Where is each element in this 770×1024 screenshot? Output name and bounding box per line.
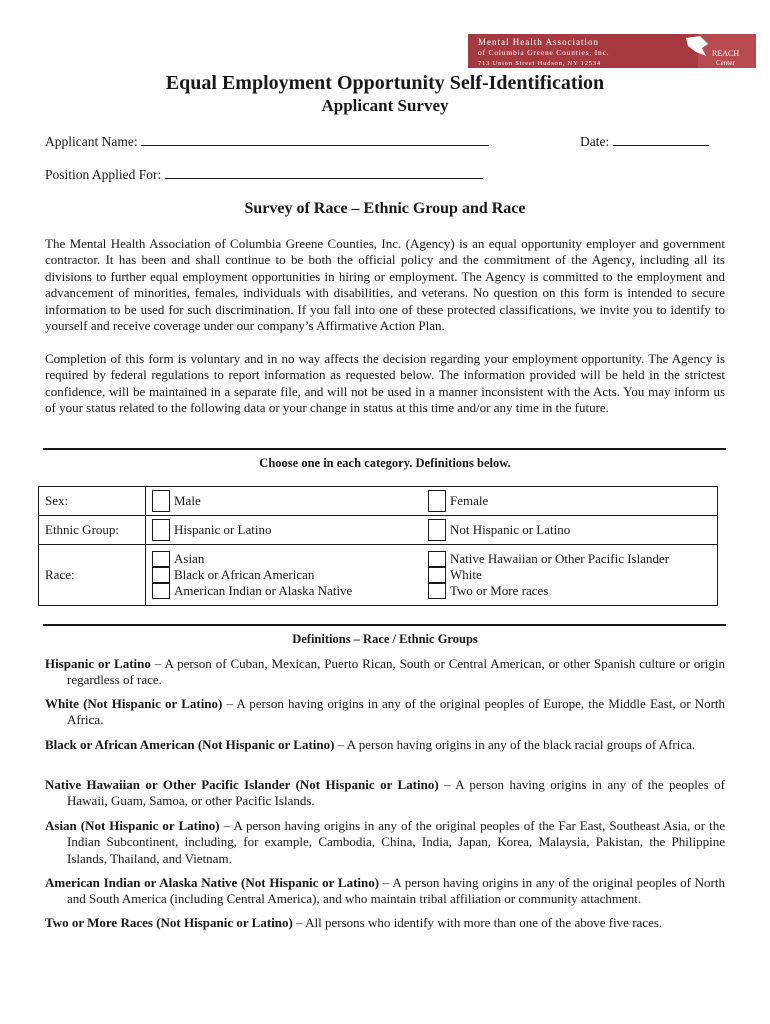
page-title: Equal Employment Opportunity Self-Identification (165, 72, 605, 94)
choose-instruction: Choose one in each category. Definitions below. (259, 456, 511, 470)
date-row (580, 134, 709, 150)
applicant-name-field[interactable] (141, 134, 489, 146)
definition-item: Asian (Not Hispanic or Latino) – A person having origins in any of the original peoples of the Far East, Southeast Asia, or the Indian Subcontinent, including, for example, Cambodia, China, India, Japan, Korea, Malaysia, Pakistan, the Philippine Islands, Thailand, and Vietnam. (45, 818, 725, 866)
date-label: Date: (580, 134, 610, 149)
date-field[interactable] (613, 134, 709, 146)
option-native-hawaiian[interactable]: Native Hawaiian or Other Pacific Islander (428, 551, 711, 567)
checkbox-female[interactable] (428, 490, 446, 512)
divider-top (43, 448, 726, 450)
logo-badge-top: REACH (712, 49, 740, 58)
checkbox-male[interactable] (152, 490, 170, 512)
definition-item: Black or African American (Not Hispanic or Latino) – A person having origins in any of the black racial groups of Africa. (45, 737, 696, 752)
ethnic-label: Ethnic Group: (39, 516, 146, 545)
definition-item: Two or More Races (Not Hispanic or Latino) – All persons who identify with more than one of the above five races. (45, 915, 663, 930)
checkbox-black[interactable] (152, 567, 170, 583)
definitions-title: Definitions – Race / Ethnic Groups (292, 632, 478, 646)
option-american-indian[interactable]: American Indian or Alaska Native (152, 583, 416, 599)
sex-row (39, 487, 718, 516)
option-male[interactable]: Male (152, 493, 416, 509)
page-subtitle: Applicant Survey (321, 96, 449, 115)
divider-definitions (43, 624, 726, 626)
checkbox-native-hawaiian[interactable] (428, 551, 446, 567)
checkbox-hispanic[interactable] (152, 519, 170, 541)
definition-item: Hispanic or Latino – A person of Cuban, Mexican, Puerto Rican, South or Central American, or other Spanish culture or origin regardless of race. (45, 656, 725, 688)
sex-label: Sex: (39, 487, 146, 516)
survey-table (38, 486, 718, 606)
section-title: Survey of Race – Ethnic Group and Race (244, 200, 526, 217)
position-label: Position Applied For: (45, 167, 162, 182)
checkbox-two-or-more[interactable] (428, 583, 446, 599)
logo-line2: of Columbia Greene Counties, Inc. (478, 48, 610, 57)
definition-item: White (Not Hispanic or Latino) – A person having origins in any of the original peoples of Europe, the Middle East, or North Africa. (45, 696, 726, 728)
checkbox-asian[interactable] (152, 551, 170, 567)
checkbox-white[interactable] (428, 567, 446, 583)
applicant-name-label: Applicant Name: (45, 134, 138, 149)
logo-line1: Mental Health Association (478, 37, 599, 47)
voluntary-paragraph: Completion of this form is voluntary and in no way affects the decision regarding your employment opportunity. The Agency is required by federal regulations to report information as requested below. The information provided will be held in the strictest confidence, will be maintained in a separate file, and will not be used in a manner inconsistent with the Acts. You may inform us of your status related to the following data or your change in status at this time and/or any time in the future. (45, 351, 725, 416)
logo-badge-bottom: Center (716, 59, 735, 67)
checkbox-american-indian[interactable] (152, 583, 170, 599)
position-field[interactable] (165, 167, 483, 179)
applicant-name-row (45, 134, 489, 150)
position-row (45, 167, 483, 183)
race-row (39, 545, 718, 606)
option-black[interactable]: Black or African American (152, 567, 416, 583)
agency-logo (468, 34, 756, 68)
option-hispanic[interactable]: Hispanic or Latino (152, 522, 416, 538)
option-not-hispanic[interactable]: Not Hispanic or Latino (428, 522, 711, 538)
option-female[interactable]: Female (428, 493, 711, 509)
logo-line3: 713 Union Street Hudson, NY 12534 (478, 60, 601, 67)
race-label: Race: (39, 545, 146, 606)
checkbox-not-hispanic[interactable] (428, 519, 446, 541)
option-asian[interactable]: Asian (152, 551, 416, 567)
intro-paragraph: The Mental Health Association of Columbia Greene Counties, Inc. (Agency) is an equal opportunity employer and government contractor. It has been and shall continue to be both the official policy and the commitment of the Agency, including all its divisions to further equal employment opportunities in hiring or employment. The Agency is committed to the employment and advancement of minorities, females, individuals with disabilities, and veterans. No question on this form is intended to secure information to be used for such discrimination. If you fall into one of these protected classifications, we invite you to identify to yourself and receive coverage under our company’s Affirmative Action Plan. (45, 236, 725, 334)
ethnic-row (39, 516, 718, 545)
option-white[interactable]: White (428, 567, 711, 583)
definition-item: Native Hawaiian or Other Pacific Islander (Not Hispanic or Latino) – A person having origins in any of the peoples of Hawaii, Guam, Samoa, or other Pacific Islands. (45, 777, 725, 809)
option-two-or-more[interactable]: Two or More races (428, 583, 711, 599)
definition-item: American Indian or Alaska Native (Not Hispanic or Latino) – A person having origins in any of the original peoples of North and South America (including Central America), and who maintain tribal affiliation or community attachment. (45, 875, 725, 907)
